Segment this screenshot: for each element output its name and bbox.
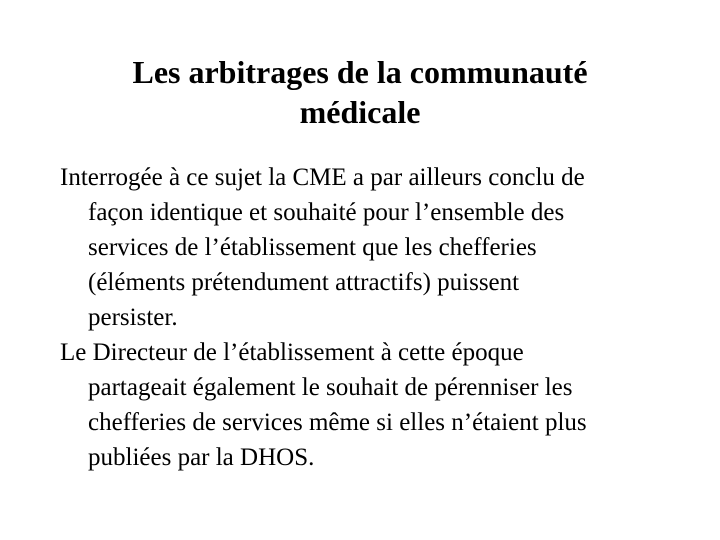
paragraph-cme — [60, 160, 700, 335]
paragraph-line: chefferies de services même si elles n’étaient plus — [88, 409, 587, 436]
paragraph-line: Le Directeur de l’établissement à cette époque — [60, 339, 524, 366]
paragraph-line: façon identique et souhaité pour l’ensemble des — [88, 199, 565, 226]
paragraph-directeur — [60, 335, 700, 475]
paragraph-line: (éléments prétendument attractifs) puissent — [88, 269, 520, 296]
paragraph-line: publiées par la DHOS. — [88, 444, 315, 471]
slide-title-line: Les arbitrages de la communauté — [132, 54, 588, 90]
paragraph-line: persister. — [88, 304, 178, 331]
paragraph-line: Interrogée à ce sujet la CME a par ailleurs conclu de — [60, 164, 585, 191]
paragraph-line: services de l’établissement que les chefferies — [88, 234, 537, 261]
paragraph-line: partageait également le souhait de pérenniser les — [88, 374, 573, 401]
slide-body — [60, 160, 700, 475]
slide-title — [60, 52, 660, 132]
slide-title-line: médicale — [299, 94, 421, 130]
